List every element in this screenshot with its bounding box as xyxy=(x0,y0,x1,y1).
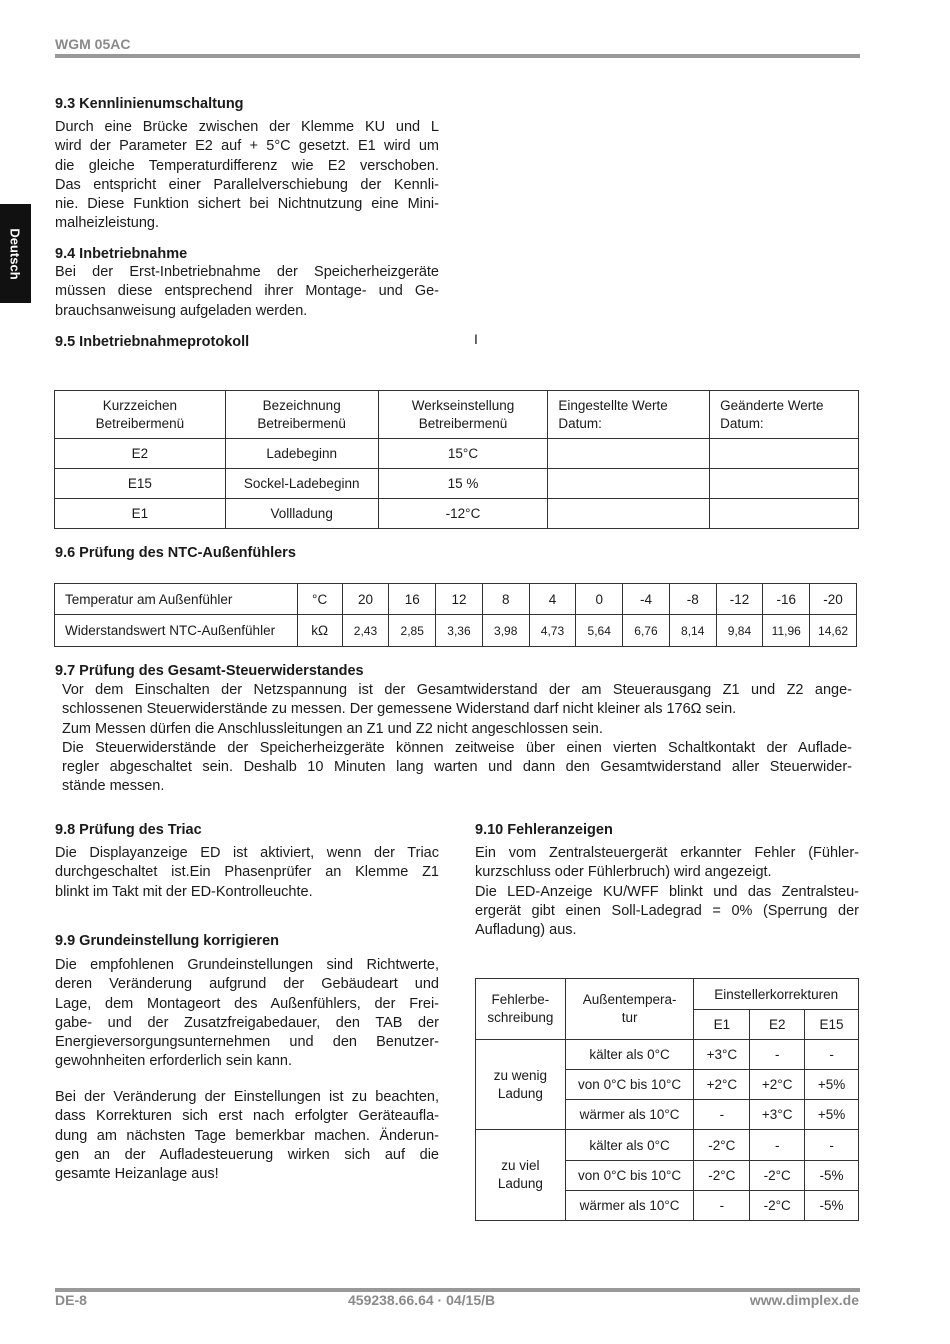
text-line: gen an der Aufladesteuerung wirken sich auf die xyxy=(55,1146,439,1163)
text-line: stände messen. xyxy=(62,778,165,795)
table-cell: - xyxy=(805,1130,859,1161)
text-line: Die empfohlenen Grundeinstellungen sind Richtwerte, xyxy=(55,957,439,973)
table-cell: wärmer als 10°C xyxy=(565,1100,694,1130)
page-number: DE-8 xyxy=(55,1292,87,1308)
table-row xyxy=(55,615,857,647)
col-header-error: Fehlerbe- schreibung xyxy=(476,979,566,1040)
section-9-9-text-2 xyxy=(55,1088,439,1184)
commissioning-table xyxy=(54,390,859,529)
table-cell[interactable] xyxy=(710,499,859,529)
table-cell[interactable] xyxy=(710,469,859,499)
text-line: schlossenen Steuerwiderstände zu messen. Der gemessene Widerstand darf nicht kleiner als 176Ω sein. xyxy=(62,701,737,718)
table-cell: 3,98 xyxy=(482,615,529,647)
table-cell: Sockel-Ladebeginn xyxy=(225,469,378,499)
group-label: zu wenig Ladung xyxy=(476,1040,566,1130)
text-line: müssen diese entsprechend ihrer Montage- und Ge- xyxy=(55,283,439,300)
table-cell: Vollladung xyxy=(225,499,378,529)
text-line: kurzschluss oder Fühlerbruch) wird angezeigt. xyxy=(475,864,772,881)
table-cell: +2°C xyxy=(750,1070,805,1100)
table-cell: 15 % xyxy=(378,469,548,499)
section-9-8-heading: 9.8 Prüfung des Triac xyxy=(55,822,202,838)
table-cell: 16 xyxy=(389,584,436,615)
col-header-abbreviation: Kurzzeichen Betreibermenü xyxy=(55,391,226,439)
text-line: gewohnheiten erforderlich sein kann. xyxy=(55,1053,292,1070)
col-header-e1: E1 xyxy=(694,1010,750,1040)
text-line: Bei der Veränderung der Einstellungen ist zu beachten, xyxy=(55,1089,439,1105)
ntc-table xyxy=(54,583,857,647)
table-cell: °C xyxy=(297,584,342,615)
section-9-4-text xyxy=(55,263,439,321)
table-cell: 8 xyxy=(482,584,529,615)
document-number: 459238.66.64 · 04/15/B xyxy=(348,1292,496,1308)
text-line: Energieversorgungsunternehmen und den Benutzer- xyxy=(55,1034,439,1051)
table-cell: -12 xyxy=(716,584,763,615)
table-cell: 20 xyxy=(342,584,389,615)
text-line: gesamte Heizanlage aus! xyxy=(55,1166,219,1183)
text-line: Vor dem Einschalten der Netzspannung ist der Gesamtwiderstand der am Steuerausgang Z1 und Z2 ange- xyxy=(62,682,852,698)
table-cell: E1 xyxy=(55,499,226,529)
text-line: regler abgeschaltet sein. Deshalb 10 Minuten lang warten und dann den Gesamtwiderstand aller Steuerwider- xyxy=(62,759,852,776)
col-header-factory-setting: Werkseinstellung Betreibermenü xyxy=(378,391,548,439)
section-9-9-heading: 9.9 Grundeinstellung korrigieren xyxy=(55,933,279,949)
table-cell: - xyxy=(694,1191,750,1221)
table-cell: kälter als 0°C xyxy=(565,1040,694,1070)
table-cell: kΩ xyxy=(297,615,342,647)
table-cell: - xyxy=(805,1040,859,1070)
table-cell: -5% xyxy=(805,1161,859,1191)
section-9-6-heading: 9.6 Prüfung des NTC-Außenfühlers xyxy=(55,545,296,561)
text-line: Aufladung) aus. xyxy=(475,922,577,939)
table-cell: 8,14 xyxy=(669,615,716,647)
col-header-e15: E15 xyxy=(805,1010,859,1040)
section-9-10-text xyxy=(475,844,859,940)
table-cell: E15 xyxy=(55,469,226,499)
margin-marker: I xyxy=(474,331,478,347)
col-header-set-values: Eingestellte Werte Datum: xyxy=(548,391,710,439)
error-correction-table xyxy=(475,978,859,1221)
table-row xyxy=(476,1040,859,1070)
table-cell: 12 xyxy=(436,584,483,615)
text-line: Zum Messen dürfen die Anschlussleitungen an Z1 und Z2 nicht angeschlossen sein. xyxy=(62,720,603,737)
table-cell: -20 xyxy=(810,584,857,615)
table-cell: -2°C xyxy=(750,1161,805,1191)
table-row xyxy=(55,469,859,499)
col-header-e2: E2 xyxy=(750,1010,805,1040)
table-cell: 4,73 xyxy=(529,615,576,647)
section-9-9-text xyxy=(55,956,439,1072)
table-row xyxy=(55,439,859,469)
table-cell: -2°C xyxy=(694,1161,750,1191)
col-header-corrections: Einstellerkorrekturen xyxy=(694,979,859,1010)
table-cell: kälter als 0°C xyxy=(565,1130,694,1161)
table-cell: von 0°C bis 10°C xyxy=(565,1070,694,1100)
text-line: dung am nächsten Tage bemerkbar machen. Änderun- xyxy=(55,1127,439,1144)
table-cell: +5% xyxy=(805,1100,859,1130)
col-header-designation: Bezeichnung Betreibermenü xyxy=(225,391,378,439)
text-line: die gleiche Temperaturdifferenz wie E2 verschoben. xyxy=(55,157,439,174)
text-line: malheizleistung. xyxy=(55,215,159,232)
language-tab-label: Deutsch xyxy=(7,228,23,280)
table-cell: -4 xyxy=(623,584,670,615)
table-cell: 5,64 xyxy=(576,615,623,647)
table-row xyxy=(55,499,859,529)
table-cell: von 0°C bis 10°C xyxy=(565,1161,694,1191)
header-rule xyxy=(55,54,860,58)
text-line: Die Displayanzeige ED ist aktiviert, wenn der Triac xyxy=(55,845,439,861)
text-line: wird der Parameter E2 auf + 5°C gesetzt. E1 wird um xyxy=(55,138,439,155)
table-cell: Widerstandswert NTC-Außenfühler xyxy=(55,615,298,647)
table-cell: 9,84 xyxy=(716,615,763,647)
text-line: Durch eine Brücke zwischen der Klemme KU und L xyxy=(55,119,439,135)
language-tab[interactable] xyxy=(0,204,31,303)
table-cell: - xyxy=(750,1130,805,1161)
table-cell: 15°C xyxy=(378,439,548,469)
text-line: Die Steuerwiderstände der Speicherheizgeräte können zeitweise über einen vierten Schaltkontakt der Auflade- xyxy=(62,739,852,756)
text-line: ergerät gibt einen Soll-Ladegrad = 0% (Sperrung der xyxy=(475,902,859,919)
col-header-outdoor-temp: Außentempera- tur xyxy=(565,979,694,1040)
section-9-8-text xyxy=(55,844,439,902)
table-cell[interactable] xyxy=(548,499,710,529)
text-line: dass Korrekturen sich erst nach erfolgter Geräteaufla- xyxy=(55,1108,439,1125)
section-9-5-heading: 9.5 Inbetriebnahmeprotokoll xyxy=(55,334,250,350)
text-line: Lage, dem Montageort des Außenfühlers, der Frei- xyxy=(55,995,439,1012)
table-cell: 2,85 xyxy=(389,615,436,647)
section-9-10-heading: 9.10 Fehleranzeigen xyxy=(475,822,613,838)
text-line: Ein vom Zentralsteuergerät erkannter Fehler (Fühler- xyxy=(475,845,859,861)
section-9-3-heading: 9.3 Kennlinienumschaltung xyxy=(55,96,244,112)
table-cell: 6,76 xyxy=(623,615,670,647)
text-line: blinkt im Takt mit der ED-Kontrolleuchte. xyxy=(55,883,313,900)
table-cell: -5% xyxy=(805,1191,859,1221)
section-9-7-text xyxy=(62,681,852,797)
table-cell: 3,36 xyxy=(436,615,483,647)
table-cell: - xyxy=(750,1040,805,1070)
table-cell: 11,96 xyxy=(763,615,810,647)
table-cell: 14,62 xyxy=(810,615,857,647)
section-9-7-heading: 9.7 Prüfung des Gesamt-Steuerwiderstandes xyxy=(55,663,364,679)
text-line: deren Veränderung aufgrund der Gebäudeart und xyxy=(55,976,439,993)
text-line: durchgeschaltet ist.Ein Phasenprüfer an Klemme Z1 xyxy=(55,864,439,881)
table-cell: Temperatur am Außenfühler xyxy=(55,584,298,615)
text-line: nie. Diese Funktion sichert bei Nichtnutzung eine Mini- xyxy=(55,196,439,213)
table-cell: 4 xyxy=(529,584,576,615)
table-cell: - xyxy=(694,1100,750,1130)
col-header-changed-values: Geänderte Werte Datum: xyxy=(710,391,859,439)
table-cell: 2,43 xyxy=(342,615,389,647)
table-cell[interactable] xyxy=(548,439,710,469)
table-row xyxy=(55,584,857,615)
table-cell: +3°C xyxy=(750,1100,805,1130)
table-cell[interactable] xyxy=(548,469,710,499)
table-cell: -8 xyxy=(669,584,716,615)
text-line: gabe- und der Zusatzfreigabedauer, den TAB der xyxy=(55,1014,439,1031)
table-cell: +3°C xyxy=(694,1040,750,1070)
table-cell: wärmer als 10°C xyxy=(565,1191,694,1221)
table-cell[interactable] xyxy=(710,439,859,469)
table-cell: +5% xyxy=(805,1070,859,1100)
text-line: Das entspricht einer Parallelverschiebung der Kennli- xyxy=(55,176,439,193)
section-9-3-text xyxy=(55,118,439,234)
table-cell: -12°C xyxy=(378,499,548,529)
table-cell: 0 xyxy=(576,584,623,615)
document-header-title: WGM 05AC xyxy=(55,36,131,52)
table-cell: E2 xyxy=(55,439,226,469)
table-cell: +2°C xyxy=(694,1070,750,1100)
website-link[interactable]: www.dimplex.de xyxy=(749,1292,859,1308)
table-row xyxy=(476,1130,859,1161)
text-line: brauchsanweisung aufgeladen werden. xyxy=(55,302,308,319)
section-9-4-heading: 9.4 Inbetriebnahme xyxy=(55,246,188,262)
table-cell: -2°C xyxy=(750,1191,805,1221)
table-cell: Ladebeginn xyxy=(225,439,378,469)
text-line: Die LED-Anzeige KU/WFF blinkt und das Zentralsteu- xyxy=(475,883,859,900)
table-cell: -2°C xyxy=(694,1130,750,1161)
table-cell: -16 xyxy=(763,584,810,615)
group-label: zu viel Ladung xyxy=(476,1130,566,1221)
text-line: Bei der Erst-Inbetriebnahme der Speicherheizgeräte xyxy=(55,264,439,280)
